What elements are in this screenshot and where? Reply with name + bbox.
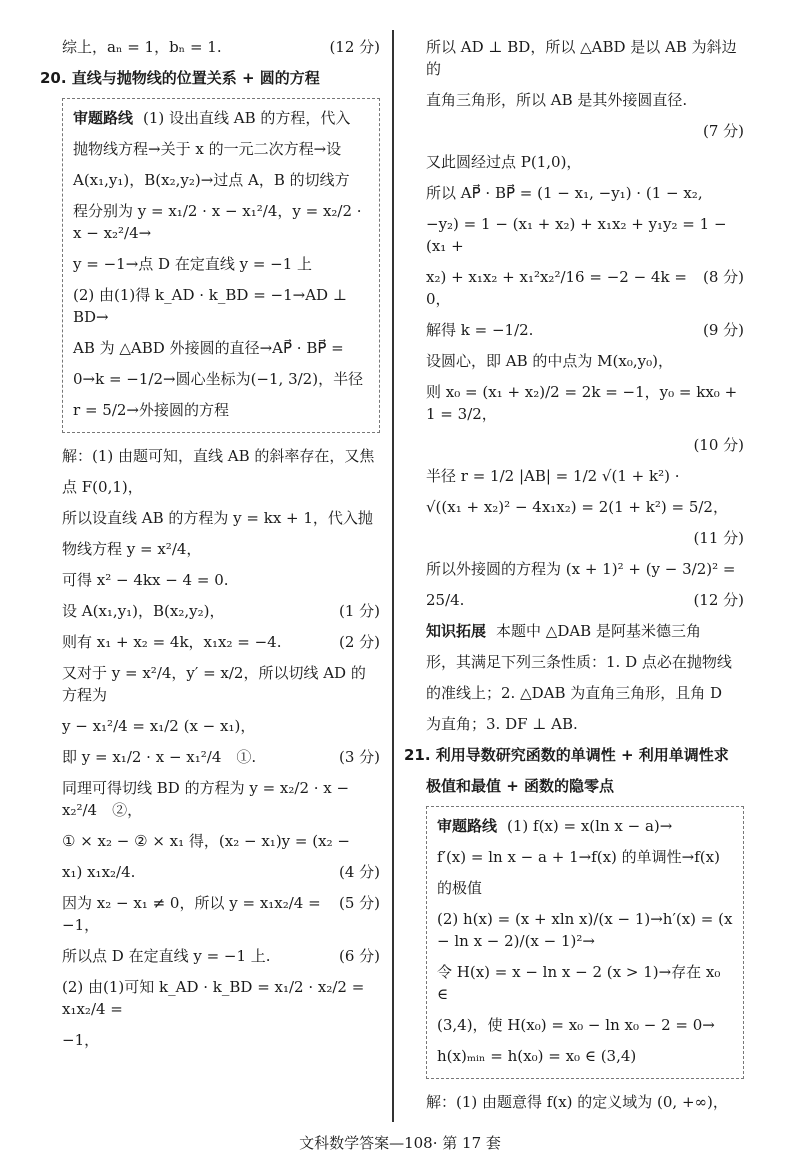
solution-line <box>40 507 380 529</box>
left-column <box>40 36 380 1060</box>
line-text: (2) 由(1)可知 k_AD · k_BD = x₁/2 · x₂/2 = x₁x₂/4 = <box>62 978 365 1018</box>
solution-line <box>40 445 380 467</box>
solution-line <box>404 496 744 518</box>
route-line <box>437 961 735 1005</box>
line-text: 则 x₀ = (x₁ + x₂)/2 = 2k = −1，y₀ = kx₀ + 1 = 3/2， <box>426 383 738 423</box>
line-text: 又对于 y = x²/4，y′ = x/2，所以切线 AD 的方程为 <box>62 664 366 704</box>
line-text: f′(x) = ln x − a + 1→f(x) 的单调性→f(x) <box>437 848 720 866</box>
line-text: 为直角；3. DF ⊥ AB. <box>426 715 578 733</box>
solution-line <box>404 434 744 456</box>
line-text: 所以 AD ⊥ BD，所以 △ABD 是以 AB 为斜边的 <box>426 38 737 78</box>
line-text: 本题中 △DAB 是阿基米德三角 <box>496 622 701 640</box>
solution-line <box>40 945 380 967</box>
line-text: 21. 利用导数研究函数的单调性 + 利用单调性求 <box>404 746 729 764</box>
route-line <box>437 815 735 837</box>
solution-line <box>40 600 380 622</box>
route-box-21 <box>426 806 744 1079</box>
solution-line <box>404 527 744 549</box>
score: (10 分) <box>693 436 744 454</box>
solution-line <box>40 976 380 1020</box>
line-text: 抛物线方程→关于 x 的一元二次方程→设 <box>73 140 342 158</box>
line-text: 点 F(0,1)， <box>62 478 143 496</box>
solution-line <box>404 1091 744 1113</box>
route-line <box>437 908 735 952</box>
line-text: (3,4)，使 H(x₀) = x₀ − ln x₀ − 2 = 0→ <box>437 1016 715 1034</box>
score: (12 分) <box>329 38 380 56</box>
score: (6 分) <box>338 947 380 965</box>
line-text: 所以外接圆的方程为 (x + 1)² + (y − 3/2)² = <box>426 560 736 578</box>
line-text: 形，其满足下列三条性质：1. D 点必在抛物线 <box>426 653 732 671</box>
score: (3 分) <box>338 748 380 766</box>
section-tag: 知识拓展 <box>426 622 487 640</box>
route-line <box>73 200 371 244</box>
solution-line <box>404 589 744 611</box>
line-text: r = 5/2→外接圆的方程 <box>73 401 229 419</box>
score: (7 分) <box>702 122 744 140</box>
solution-line <box>40 777 380 821</box>
route-line <box>73 284 371 328</box>
question-21-title <box>404 775 744 797</box>
extension-line <box>404 682 744 704</box>
solution-line <box>40 861 380 883</box>
solution-line <box>404 465 744 487</box>
solution-line <box>404 319 744 341</box>
line-text: 综上，aₙ = 1，bₙ = 1. <box>62 38 222 56</box>
route-box-20 <box>62 98 380 433</box>
score: (4 分) <box>338 863 380 881</box>
route-line <box>437 1014 735 1036</box>
route-line <box>73 368 371 390</box>
column-divider <box>392 30 394 1122</box>
section-tag: 审题路线 <box>437 817 498 835</box>
intro-line <box>40 36 380 58</box>
section-tag: 审题路线 <box>73 109 134 127</box>
line-text: 令 H(x) = x − ln x − 2 (x > 1)→存在 x₀ ∈ <box>437 963 721 1003</box>
score: (8 分) <box>702 268 744 286</box>
solution-line <box>404 89 744 111</box>
line-text: 物线方程 y = x²/4， <box>62 540 202 558</box>
line-text: 因为 x₂ − x₁ ≠ 0，所以 y = x₁x₂/4 = −1， <box>62 894 321 934</box>
solution-line <box>404 266 744 310</box>
solution-line <box>40 892 380 936</box>
line-text: 的极值 <box>437 879 483 897</box>
route-line <box>437 1045 735 1067</box>
page-footer: 文科数学答案—108· 第 17 套 <box>299 1134 501 1152</box>
line-text: (2) 由(1)得 k_AD · k_BD = −1→AD ⊥ BD→ <box>73 286 347 326</box>
line-text: A(x₁,y₁)，B(x₂,y₂)→过点 A，B 的切线方 <box>73 171 350 189</box>
line-text: y − x₁²/4 = x₁/2 (x − x₁)， <box>62 717 256 735</box>
solution-line <box>404 213 744 257</box>
route-line <box>73 107 371 129</box>
line-text: AB 为 △ABD 外接圆的直径→AP⃗ · BP⃗ = <box>73 339 344 357</box>
line-text: 同理可得切线 BD 的方程为 y = x₂/2 · x − x₂²/4 ②， <box>62 779 350 819</box>
line-text: 即 y = x₁/2 · x − x₁²/4 ①. <box>62 748 257 766</box>
extension-line <box>404 713 744 735</box>
question-20-title <box>40 67 380 89</box>
route-line <box>73 337 371 359</box>
line-text: √((x₁ + x₂)² − 4x₁x₂) = 2(1 + k²) = 5/2， <box>426 498 728 516</box>
solution-line <box>40 1029 380 1051</box>
route-line <box>73 169 371 191</box>
route-line <box>73 138 371 160</box>
line-text: x₂) + x₁x₂ + x₁²x₂²/16 = −2 − 4k = 0， <box>426 268 687 308</box>
line-text: 直角三角形，所以 AB 是其外接圆直径. <box>426 91 688 109</box>
score: (9 分) <box>702 321 744 339</box>
extension-line <box>404 651 744 673</box>
solution-line <box>40 476 380 498</box>
line-text: 解：(1) 由题意得 f(x) 的定义域为 (0, +∞)， <box>426 1093 728 1111</box>
extension-line <box>404 620 744 642</box>
solution-line <box>40 715 380 737</box>
solution-line <box>404 182 744 204</box>
line-text: (1) f(x) = x(ln x − a)→ <box>507 817 673 835</box>
question-21-title <box>404 744 744 766</box>
line-text: 所以设直线 AB 的方程为 y = kx + 1，代入抛 <box>62 509 373 527</box>
route-line <box>437 877 735 899</box>
line-text: x₁) x₁x₂/4. <box>62 863 136 881</box>
line-text: 的准线上；2. △DAB 为直角三角形，且角 D <box>426 684 723 702</box>
route-line <box>73 253 371 275</box>
solution-line <box>404 151 744 173</box>
solution-line <box>404 36 744 80</box>
line-text: 则有 x₁ + x₂ = 4k，x₁x₂ = −4. <box>62 633 282 651</box>
route-line <box>73 399 371 421</box>
right-column <box>404 36 744 1122</box>
solution-line <box>404 350 744 372</box>
solution-line <box>40 538 380 560</box>
solution-line <box>404 558 744 580</box>
solution-line <box>404 120 744 142</box>
line-text: 0→k = −1/2→圆心坐标为(−1, 3/2)，半径 <box>73 370 364 388</box>
line-text: −1， <box>62 1031 100 1049</box>
line-text: 20. 直线与抛物线的位置关系 + 圆的方程 <box>40 69 320 87</box>
line-text: 半径 r = 1/2 |AB| = 1/2 √(1 + k²) · <box>426 467 680 485</box>
line-text: 设 A(x₁,y₁)，B(x₂,y₂)， <box>62 602 225 620</box>
score: (2 分) <box>338 633 380 651</box>
score: (12 分) <box>693 591 744 609</box>
line-text: (1) 设出直线 AB 的方程，代入 <box>143 109 351 127</box>
line-text: 所以点 D 在定直线 y = −1 上. <box>62 947 271 965</box>
score: (1 分) <box>338 602 380 620</box>
line-text: 设圆心，即 AB 的中点为 M(x₀,y₀)， <box>426 352 673 370</box>
line-text: 可得 x² − 4kx − 4 = 0. <box>62 571 229 589</box>
line-text: h(x)ₘᵢₙ = h(x₀) = x₀ ∈ (3,4) <box>437 1047 637 1065</box>
solution-line <box>40 631 380 653</box>
line-text: 解得 k = −1/2. <box>426 321 534 339</box>
line-text: 程分别为 y = x₁/2 · x − x₁²/4，y = x₂/2 · x − x₂²/4→ <box>73 202 362 242</box>
line-text: 又此圆经过点 P(1,0)， <box>426 153 582 171</box>
line-text: 所以 AP⃗ · BP⃗ = (1 − x₁, −y₁) · (1 − x₂, <box>426 184 703 202</box>
line-text: 25/4. <box>426 591 465 609</box>
line-text: y = −1→点 D 在定直线 y = −1 上 <box>73 255 313 273</box>
line-text: (2) h(x) = (x + xln x)/(x − 1)→h′(x) = (x − ln x − 2)/(x − 1)²→ <box>437 910 733 950</box>
score: (11 分) <box>693 529 744 547</box>
solution-line <box>40 746 380 768</box>
route-line <box>437 846 735 868</box>
solution-line <box>40 662 380 706</box>
line-text: −y₂) = 1 − (x₁ + x₂) + x₁x₂ + y₁y₂ = 1 − (x₁ + <box>426 215 727 255</box>
solution-line <box>40 830 380 852</box>
score: (5 分) <box>338 894 380 912</box>
solution-line <box>404 381 744 425</box>
line-text: ① × x₂ − ② × x₁ 得，(x₂ − x₁)y = (x₂ − <box>62 832 350 850</box>
solution-line <box>40 569 380 591</box>
line-text: 极值和最值 + 函数的隐零点 <box>426 777 615 795</box>
line-text: 解：(1) 由题可知，直线 AB 的斜率存在，又焦 <box>62 447 375 465</box>
